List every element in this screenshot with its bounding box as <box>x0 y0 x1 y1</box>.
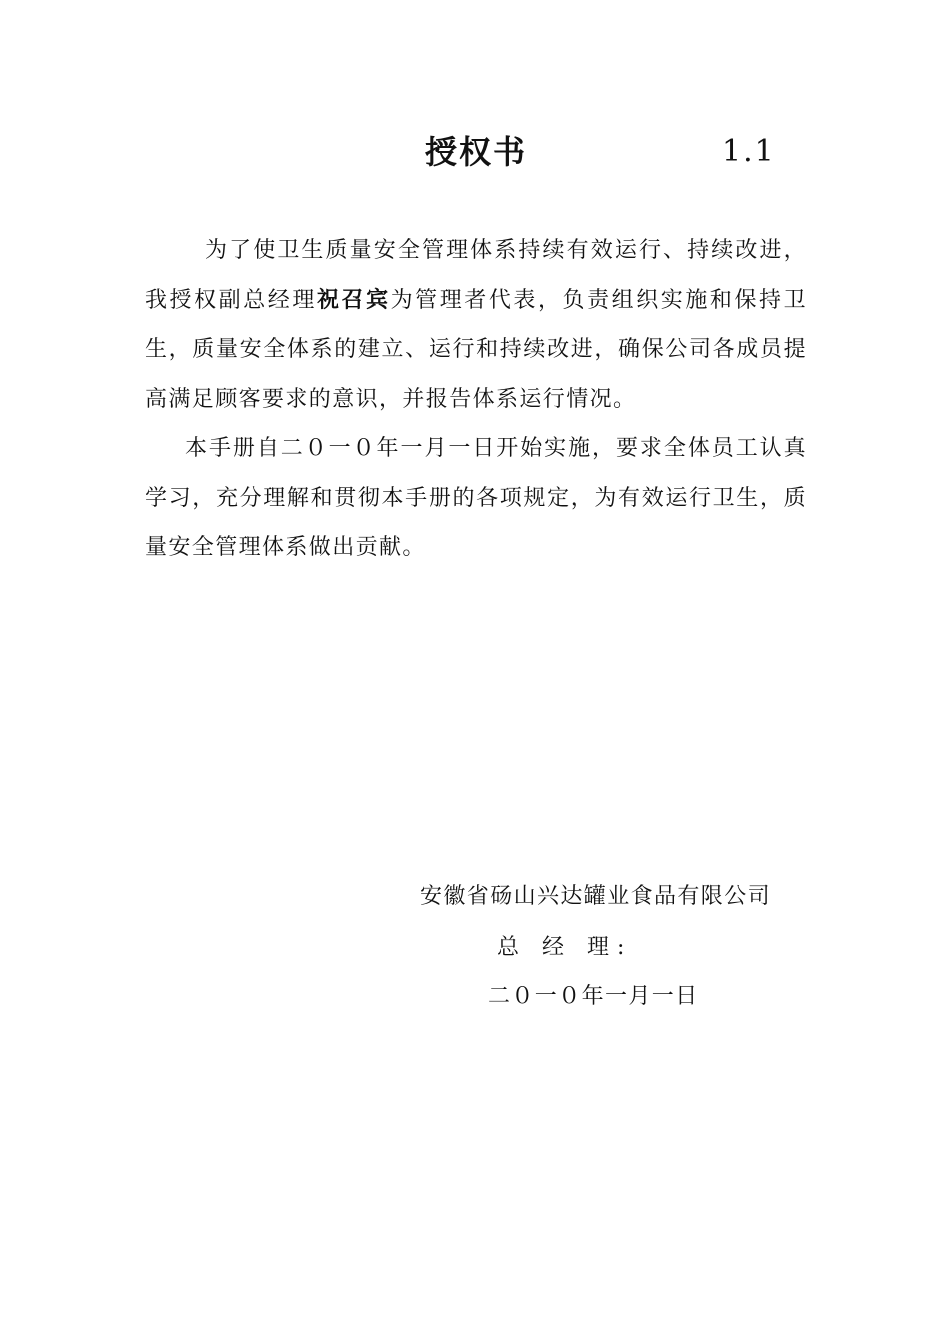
document-title: 授权书 <box>425 133 528 171</box>
signature-date: 二０一０年一月一日 <box>488 984 699 1009</box>
version-number: 1.1 <box>722 134 776 169</box>
document-body <box>145 226 807 573</box>
general-manager-label: 总 经 理: <box>497 935 633 960</box>
company-name: 安徽省砀山兴达罐业食品有限公司 <box>420 884 772 909</box>
representative-name: 祝召宾 <box>316 286 391 313</box>
paragraph-implementation: 本手册自二０一０年一月一日开始实施，要求全体员工认真学习，充分理解和贯彻本手册的各项规定，为有效运行卫生，质量安全管理体系做出贡献。 <box>145 436 807 560</box>
paragraph-authorization <box>145 226 807 424</box>
paragraph-1-after: 为管理者代表，负责组织实施和保持卫生，质量安全体系的建立、运行和持续改进，确保公司各成员提高满足顾客要求的意识，并报告体系运行情况。 <box>145 287 807 412</box>
paragraph-1-before: 为了使卫生质量安全管理体系持续有效运行、持续改进，我授权副总经理 <box>145 238 807 313</box>
